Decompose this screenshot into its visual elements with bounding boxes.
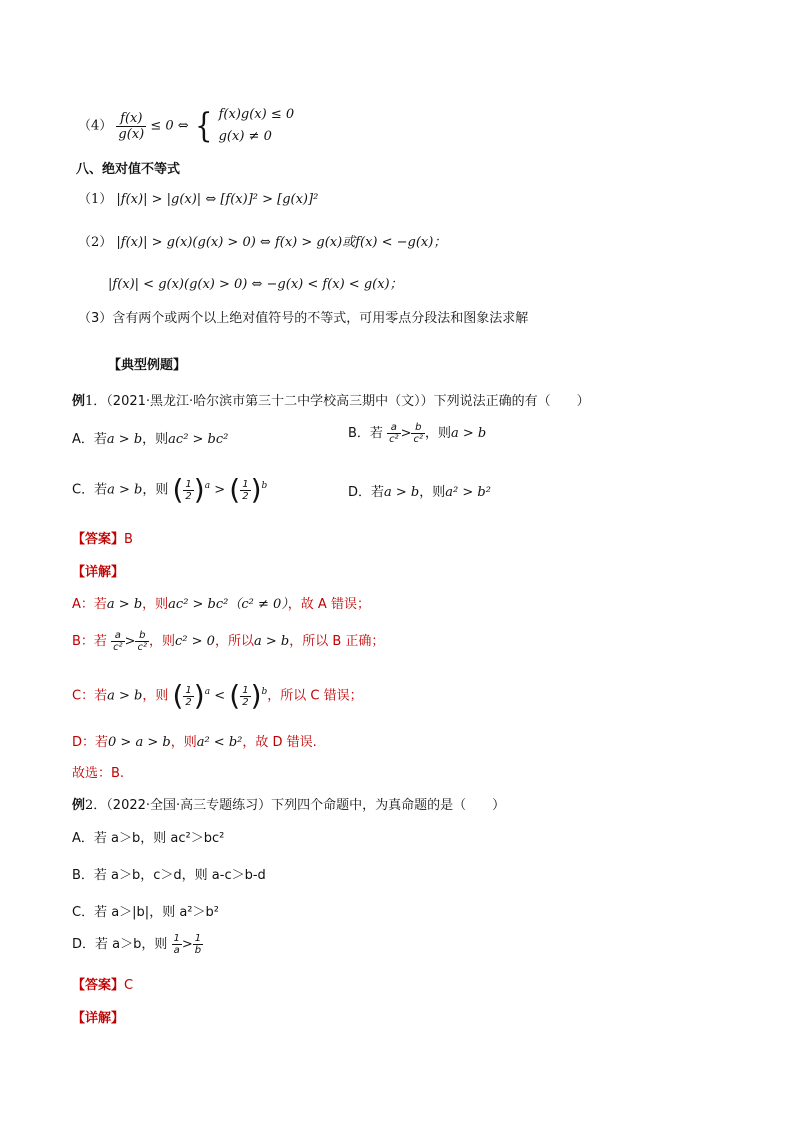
item4-relation: ≤ 0 ⇔ [150, 118, 189, 134]
example1-solution-b: B：若 $\frac{a}{\text{c²}}$ > $\frac{b}{\text{c²}}$ ，则c² > 0，所以a > b，所以 B 正确； [72, 630, 385, 653]
example2-detail-label: 【详解】 [72, 1011, 125, 1026]
example1-option-d: D．若a > b，则a² > b² [348, 485, 491, 500]
example1-solution-c: C：若a > b，则 ( $\frac{1}{2}$ )$^a$ < ( $\frac{1}{2}$ )$^b$，所以 C 错误； [72, 679, 363, 712]
section8-heading: 八、绝对值不等式 [76, 162, 181, 177]
example1-option-c: C．若a > b，则 ( $\frac{1}{2}$ )$^a$ > ( $\frac{1}{2}$ )$^b$ [72, 473, 268, 506]
section8-item3: （3）含有两个或两个以上绝对值符号的不等式，可用零点分段法和图象法求解 [78, 311, 529, 326]
left-brace-icon: { [194, 106, 213, 146]
example2-option-d: D．若 a＞b，则 $\frac{1}{a}$ > $\frac{1}{b}$ [72, 933, 202, 956]
example1-solution-d: D：若0 > a > b，则a² < b²，故 D 错误. [72, 735, 317, 750]
example2-answer: 【答案】C [72, 978, 134, 993]
example1-solution-a: A：若a > b，则ac² > bc²（c² ≠ 0），故 A 错误； [72, 597, 370, 612]
examples-heading: 【典型例题】 [108, 358, 187, 373]
item4-line [78, 104, 294, 148]
section8-item2: （2） |f(x)| > g(x)(g(x) > 0) ⇔ f(x) > g(x)或f(x) < −g(x)； [78, 235, 447, 250]
example2-option-b: B．若 a＞b，c＞d，则 a-c＞b-d [72, 868, 266, 883]
item4-system: f(x)g(x) ≤ 0 g(x) ≠ 0 [218, 107, 295, 144]
section8-item1: （1） |f(x)| > |g(x)| ⇔ [f(x)]² > [g(x)]² [78, 192, 319, 207]
example1-option-b: B．若 $\frac{a}{\text{c²}}$ > $\frac{b}{\text{c²}}$ ，则a > b [348, 422, 487, 445]
example1-stem: 例1．（2021·黑龙江·哈尔滨市第三十二中学校高三期中（文））下列说法正确的有（ ） [72, 394, 590, 409]
item4-label: （4） [78, 118, 113, 134]
example2-option-a: A．若 a＞b，则 ac²＞bc² [72, 831, 225, 846]
example1-detail-label: 【详解】 [72, 565, 125, 580]
example1-option-a: A．若a > b，则ac² > bc² [72, 432, 229, 447]
example1-answer: 【答案】B [72, 532, 133, 547]
example2-option-c: C．若 a＞|b|，则 a²＞b² [72, 905, 219, 920]
example1-choice: 故选：B. [72, 766, 125, 781]
example2-stem: 例2．（2022·全国·高三专题练习）下列四个命题中，为真命题的是（ ） [72, 798, 506, 813]
section8-item2b: |f(x)| < g(x)(g(x) > 0) ⇔ −g(x) < f(x) < g(x)； [108, 277, 403, 292]
item4-fraction: $\frac{f(x)}{g(x)}$ [118, 110, 145, 142]
